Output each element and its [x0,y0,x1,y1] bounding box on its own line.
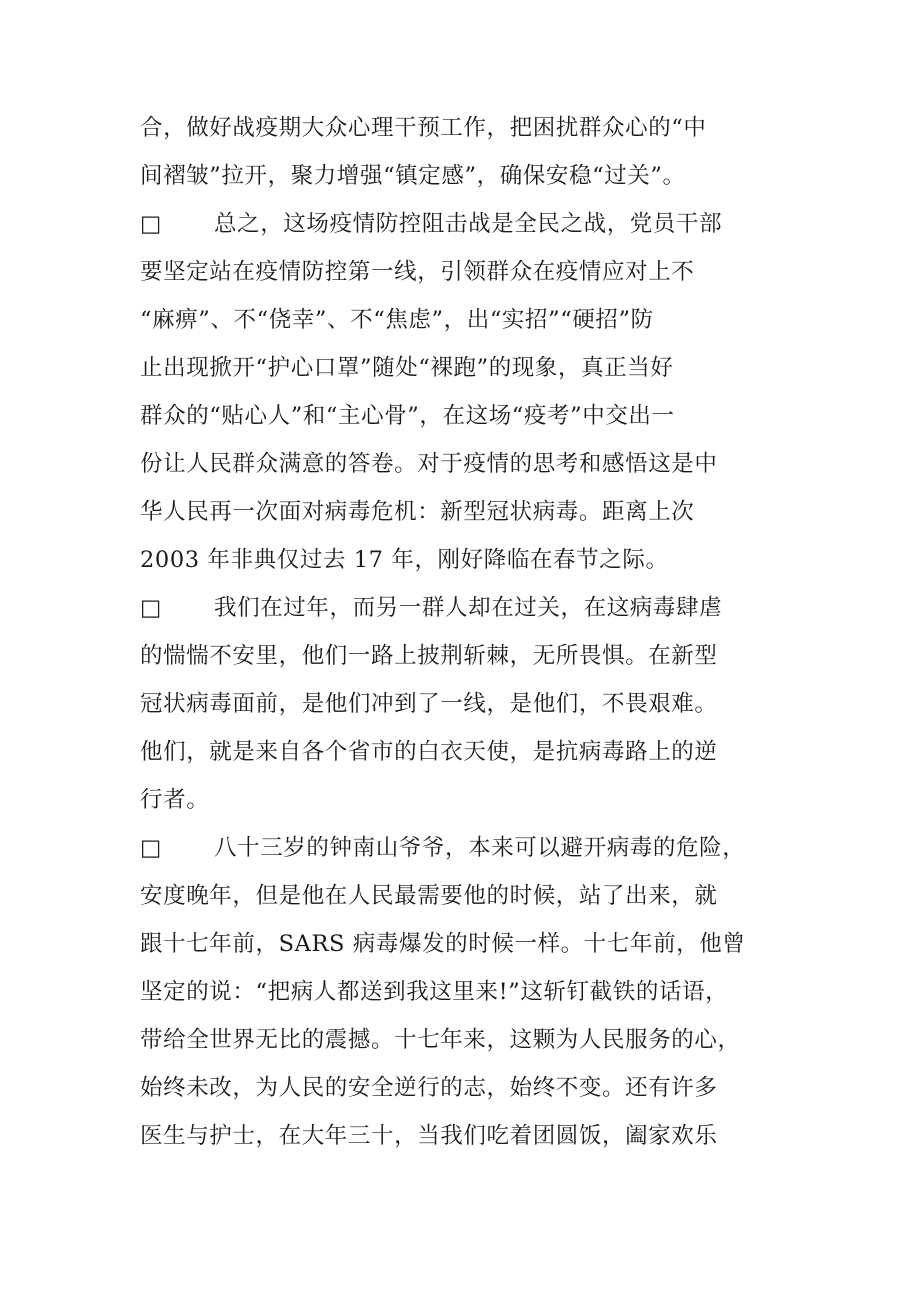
text-line: 始终未改，为人民的安全逆行的志，始终不变。还有许多 [140,1075,718,1101]
text-line: 带给全世界无比的震撼。十七年来，这颗为人民服务的心， [140,1027,741,1053]
text-line: 止出现掀开“护心口罩”随处“裸跑”的现象，真正当好 [140,355,674,381]
text-line: 的惴惴不安里，他们一路上披荆斩棘，无所畏惧。在新型 [140,643,718,669]
text-line [140,828,745,868]
text-line: 冠状病毒面前，是他们冲到了一线，是他们，不畏艰难。 [140,691,718,717]
text-line: 坚定的说：“把病人都送到我这里来!”这斩钉截铁的话语， [140,979,729,1005]
text-line: 华人民再一次面对病毒危机：新型冠状病毒。距离上次 [140,499,695,525]
paragraph-start: 八十三岁的钟南山爷爷，本来可以避开病毒的危险， [214,835,746,861]
paragraph-start: 我们在过年，而另一群人却在过关，在这病毒肆虐 [214,595,723,621]
text-line: 安度晚年，但是他在人民最需要他的时候，站了出来，就 [140,883,718,909]
text-line: 群众的“贴心人”和“主心骨”，在这场“疫考”中交出一 [140,403,675,429]
text-line: 行者。 [140,787,210,813]
text-line: 医生与护士，在大年三十，当我们吃着团圆饭，阖家欢乐 [140,1123,718,1149]
text-line [140,204,722,244]
checkbox-glyph: □ [140,211,162,237]
text-line: 2003 年非典仅过去 17 年，刚好降临在春节之际。 [140,547,669,573]
text-line: 跟十七年前，SARS 病毒爆发的时候一样。十七年前，他曾 [140,931,746,957]
text-line: “麻痹”、不“侥幸”、不“焦虑”，出“实招”“硬招”防 [140,307,654,333]
text-line: 要坚定站在疫情防控第一线，引领群众在疫情应对上不 [140,259,695,285]
text-line: 合，做好战疫期大众心理干预工作，把困扰群众心的“中 [140,115,707,141]
text-line: 他们，就是来自各个省市的白衣天使，是抗病毒路上的逆 [140,739,718,765]
text-line [140,588,722,628]
text-line: 份让人民群众满意的答卷。对于疫情的思考和感悟这是中 [140,451,718,477]
paragraph-start: 总之，这场疫情防控阻击战是全民之战，党员干部 [214,211,723,237]
text-line: 间褶皱”拉开，聚力增强“镇定感”，确保安稳“过关”。 [140,163,686,189]
checkbox-glyph: □ [140,835,162,861]
checkbox-glyph: □ [140,595,162,621]
